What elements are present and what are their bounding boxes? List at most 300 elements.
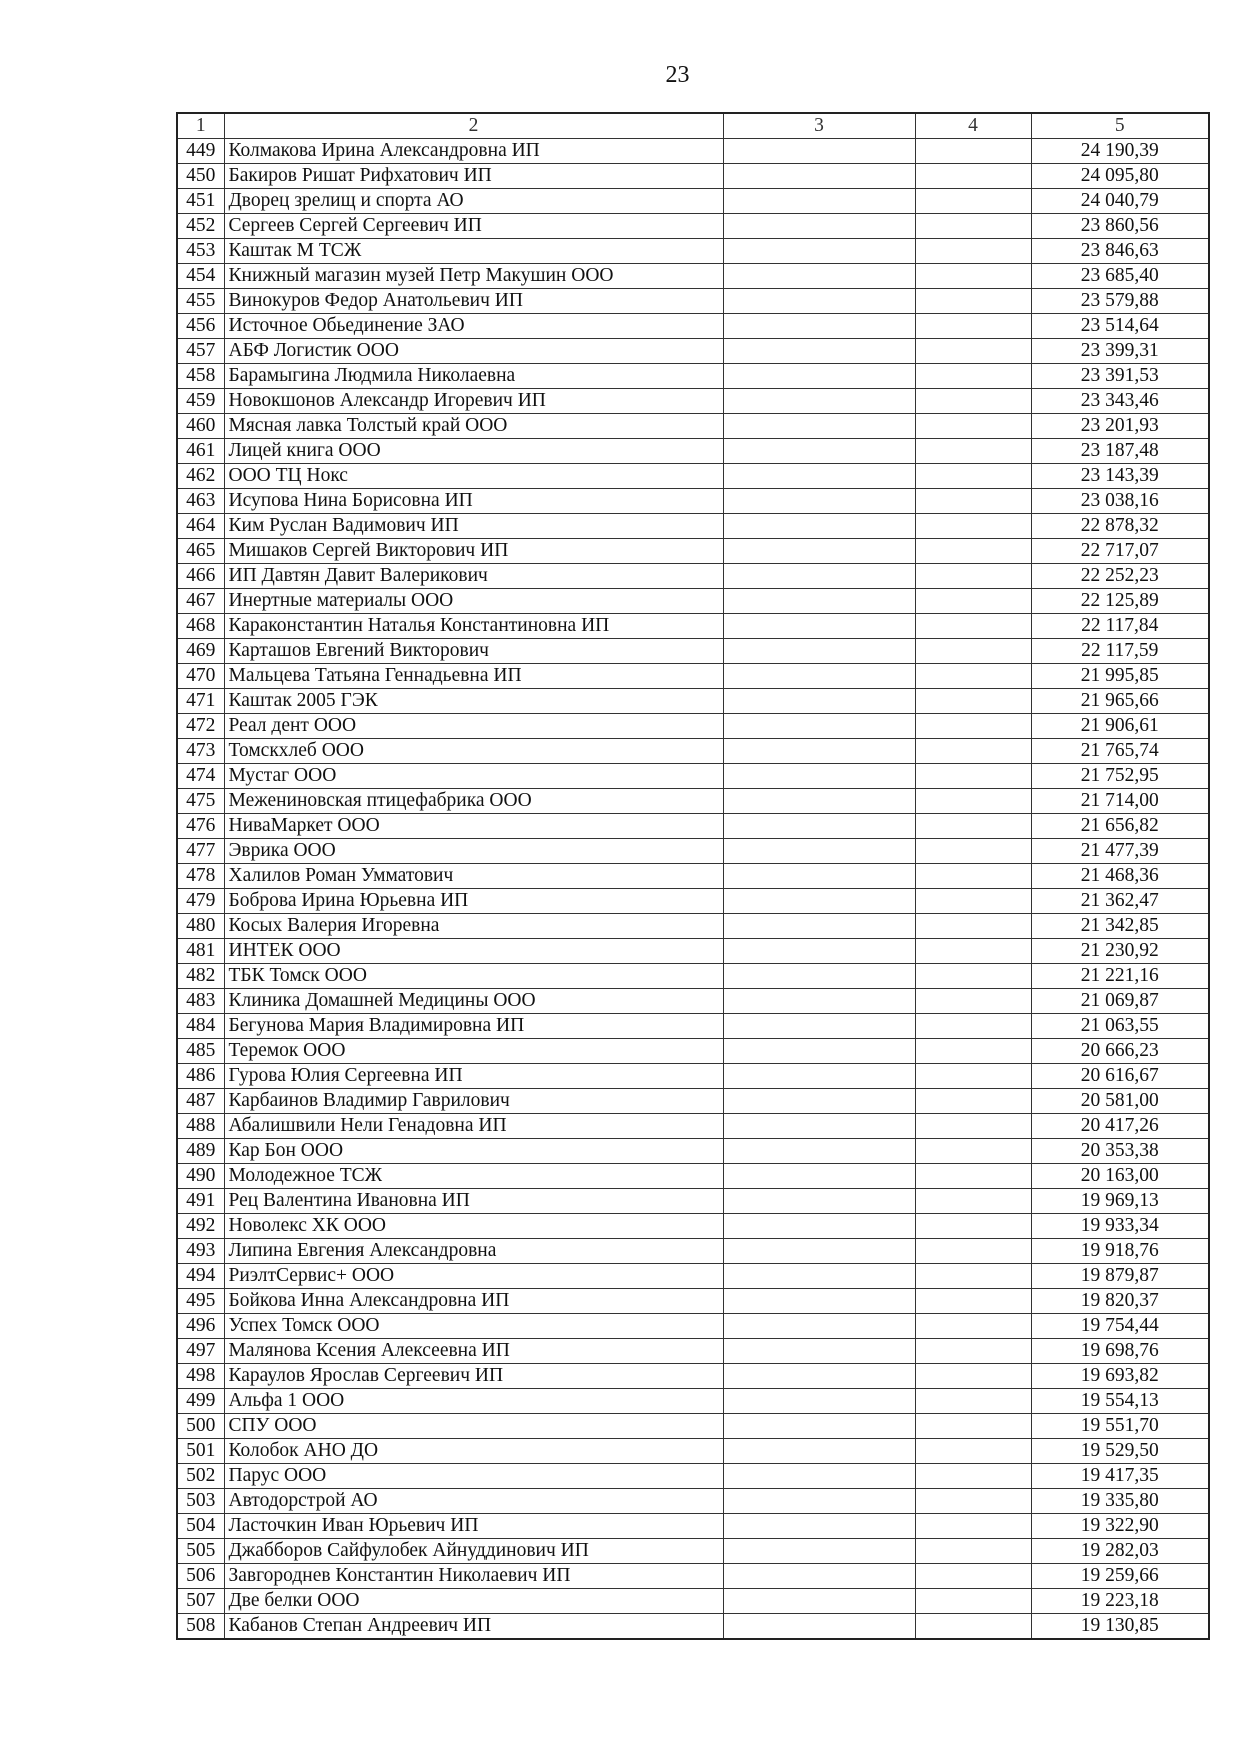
table-row bbox=[177, 664, 1209, 689]
row-number: 467 bbox=[177, 589, 224, 614]
row-amount: 21 714,00 bbox=[1031, 789, 1209, 814]
row-number: 462 bbox=[177, 464, 224, 489]
row-amount: 23 399,31 bbox=[1031, 339, 1209, 364]
row-amount: 20 666,23 bbox=[1031, 1039, 1209, 1064]
row-amount: 22 878,32 bbox=[1031, 514, 1209, 539]
table-row bbox=[177, 1514, 1209, 1539]
row-col4 bbox=[915, 989, 1031, 1014]
row-col4 bbox=[915, 589, 1031, 614]
row-name: Кабанов Степан Андреевич ИП bbox=[224, 1614, 723, 1640]
header-row bbox=[177, 113, 1209, 139]
row-number: 484 bbox=[177, 1014, 224, 1039]
row-col3 bbox=[723, 339, 915, 364]
row-name: Колобок АНО ДО bbox=[224, 1439, 723, 1464]
row-number: 487 bbox=[177, 1089, 224, 1114]
row-amount: 24 040,79 bbox=[1031, 189, 1209, 214]
row-name: Колмакова Ирина Александровна ИП bbox=[224, 139, 723, 164]
table-row bbox=[177, 314, 1209, 339]
row-col3 bbox=[723, 264, 915, 289]
row-number: 472 bbox=[177, 714, 224, 739]
row-col3 bbox=[723, 414, 915, 439]
row-col4 bbox=[915, 314, 1031, 339]
row-col4 bbox=[915, 289, 1031, 314]
table-row bbox=[177, 1614, 1209, 1640]
row-number: 466 bbox=[177, 564, 224, 589]
table-row bbox=[177, 789, 1209, 814]
row-name: Абалишвили Нели Генадовна ИП bbox=[224, 1114, 723, 1139]
row-col4 bbox=[915, 1514, 1031, 1539]
column-header-3: 3 bbox=[723, 113, 915, 139]
row-amount: 24 095,80 bbox=[1031, 164, 1209, 189]
table-row bbox=[177, 439, 1209, 464]
row-number: 459 bbox=[177, 389, 224, 414]
row-col4 bbox=[915, 1439, 1031, 1464]
row-name: ИНТЕК ООО bbox=[224, 939, 723, 964]
row-col4 bbox=[915, 139, 1031, 164]
row-col4 bbox=[915, 1039, 1031, 1064]
row-name: Каштак М ТСЖ bbox=[224, 239, 723, 264]
row-number: 455 bbox=[177, 289, 224, 314]
row-amount: 19 879,87 bbox=[1031, 1264, 1209, 1289]
row-amount: 19 933,34 bbox=[1031, 1214, 1209, 1239]
table-row bbox=[177, 214, 1209, 239]
row-name: Молодежное ТСЖ bbox=[224, 1164, 723, 1189]
row-col3 bbox=[723, 1564, 915, 1589]
row-amount: 19 754,44 bbox=[1031, 1314, 1209, 1339]
row-number: 474 bbox=[177, 764, 224, 789]
row-number: 456 bbox=[177, 314, 224, 339]
row-number: 502 bbox=[177, 1464, 224, 1489]
row-amount: 20 616,67 bbox=[1031, 1064, 1209, 1089]
row-name: Межениновская птицефабрика ООО bbox=[224, 789, 723, 814]
row-amount: 21 230,92 bbox=[1031, 939, 1209, 964]
row-col4 bbox=[915, 214, 1031, 239]
row-col3 bbox=[723, 814, 915, 839]
row-amount: 23 201,93 bbox=[1031, 414, 1209, 439]
row-number: 483 bbox=[177, 989, 224, 1014]
row-col4 bbox=[915, 839, 1031, 864]
row-name: НиваМаркет ООО bbox=[224, 814, 723, 839]
row-col3 bbox=[723, 1614, 915, 1640]
row-amount: 21 965,66 bbox=[1031, 689, 1209, 714]
row-col3 bbox=[723, 989, 915, 1014]
row-name: Каштак 2005 ГЭК bbox=[224, 689, 723, 714]
row-amount: 22 117,59 bbox=[1031, 639, 1209, 664]
row-col3 bbox=[723, 664, 915, 689]
row-col4 bbox=[915, 1339, 1031, 1364]
table-row bbox=[177, 639, 1209, 664]
row-amount: 21 765,74 bbox=[1031, 739, 1209, 764]
row-col3 bbox=[723, 1389, 915, 1414]
row-name: Карташов Евгений Викторович bbox=[224, 639, 723, 664]
row-number: 460 bbox=[177, 414, 224, 439]
row-number: 453 bbox=[177, 239, 224, 264]
row-col3 bbox=[723, 914, 915, 939]
column-header-1: 1 bbox=[177, 113, 224, 139]
table-row bbox=[177, 1139, 1209, 1164]
table-row bbox=[177, 839, 1209, 864]
column-header-5: 5 bbox=[1031, 113, 1209, 139]
row-amount: 23 685,40 bbox=[1031, 264, 1209, 289]
row-col4 bbox=[915, 339, 1031, 364]
row-name: Бойкова Инна Александровна ИП bbox=[224, 1289, 723, 1314]
row-number: 497 bbox=[177, 1339, 224, 1364]
row-col3 bbox=[723, 1489, 915, 1514]
row-col3 bbox=[723, 1589, 915, 1614]
row-col4 bbox=[915, 439, 1031, 464]
row-col3 bbox=[723, 1164, 915, 1189]
row-col3 bbox=[723, 1014, 915, 1039]
row-col4 bbox=[915, 514, 1031, 539]
page-number: 23 bbox=[665, 62, 690, 88]
row-number: 505 bbox=[177, 1539, 224, 1564]
row-col3 bbox=[723, 889, 915, 914]
row-amount: 22 117,84 bbox=[1031, 614, 1209, 639]
row-col3 bbox=[723, 1189, 915, 1214]
row-number: 506 bbox=[177, 1564, 224, 1589]
row-col4 bbox=[915, 464, 1031, 489]
row-col3 bbox=[723, 1039, 915, 1064]
table-row bbox=[177, 1339, 1209, 1364]
row-name: Источное Обьединение ЗАО bbox=[224, 314, 723, 339]
row-name: Караулов Ярослав Сергеевич ИП bbox=[224, 1364, 723, 1389]
row-col3 bbox=[723, 1464, 915, 1489]
row-name: Джабборов Сайфулобек Айнуддинович ИП bbox=[224, 1539, 723, 1564]
row-name: Косых Валерия Игоревна bbox=[224, 914, 723, 939]
row-name: Инертные материалы ООО bbox=[224, 589, 723, 614]
row-col4 bbox=[915, 914, 1031, 939]
row-amount: 21 468,36 bbox=[1031, 864, 1209, 889]
row-col3 bbox=[723, 939, 915, 964]
row-col4 bbox=[915, 814, 1031, 839]
table-row bbox=[177, 1214, 1209, 1239]
row-amount: 21 362,47 bbox=[1031, 889, 1209, 914]
row-col3 bbox=[723, 589, 915, 614]
row-number: 461 bbox=[177, 439, 224, 464]
row-col4 bbox=[915, 739, 1031, 764]
row-col3 bbox=[723, 539, 915, 564]
row-col3 bbox=[723, 839, 915, 864]
row-number: 469 bbox=[177, 639, 224, 664]
row-col3 bbox=[723, 1264, 915, 1289]
row-amount: 23 846,63 bbox=[1031, 239, 1209, 264]
row-col3 bbox=[723, 1414, 915, 1439]
row-name: Дворец зрелищ и спорта АО bbox=[224, 189, 723, 214]
row-col4 bbox=[915, 789, 1031, 814]
row-col4 bbox=[915, 414, 1031, 439]
row-amount: 23 143,39 bbox=[1031, 464, 1209, 489]
row-amount: 21 656,82 bbox=[1031, 814, 1209, 839]
row-name: Автодорстрой АО bbox=[224, 1489, 723, 1514]
row-col3 bbox=[723, 1514, 915, 1539]
table-row bbox=[177, 1264, 1209, 1289]
row-amount: 19 529,50 bbox=[1031, 1439, 1209, 1464]
column-header-2: 2 bbox=[224, 113, 723, 139]
table-row bbox=[177, 339, 1209, 364]
row-number: 477 bbox=[177, 839, 224, 864]
row-col3 bbox=[723, 439, 915, 464]
row-amount: 22 252,23 bbox=[1031, 564, 1209, 589]
row-number: 507 bbox=[177, 1589, 224, 1614]
row-amount: 21 906,61 bbox=[1031, 714, 1209, 739]
row-col4 bbox=[915, 1064, 1031, 1089]
table-row bbox=[177, 289, 1209, 314]
row-col3 bbox=[723, 639, 915, 664]
row-number: 454 bbox=[177, 264, 224, 289]
row-number: 463 bbox=[177, 489, 224, 514]
row-name: Липина Евгения Александровна bbox=[224, 1239, 723, 1264]
table-row bbox=[177, 139, 1209, 164]
row-col4 bbox=[915, 714, 1031, 739]
row-number: 468 bbox=[177, 614, 224, 639]
row-amount: 20 163,00 bbox=[1031, 1164, 1209, 1189]
row-col4 bbox=[915, 614, 1031, 639]
row-name: Мальцева Татьяна Геннадьевна ИП bbox=[224, 664, 723, 689]
row-col3 bbox=[723, 1089, 915, 1114]
row-amount: 22 717,07 bbox=[1031, 539, 1209, 564]
row-col4 bbox=[915, 1189, 1031, 1214]
table-row bbox=[177, 1439, 1209, 1464]
table-row bbox=[177, 489, 1209, 514]
row-number: 452 bbox=[177, 214, 224, 239]
table-row bbox=[177, 414, 1209, 439]
table-row bbox=[177, 864, 1209, 889]
table-row bbox=[177, 689, 1209, 714]
row-col3 bbox=[723, 489, 915, 514]
row-col4 bbox=[915, 564, 1031, 589]
row-number: 508 bbox=[177, 1614, 224, 1640]
row-amount: 19 259,66 bbox=[1031, 1564, 1209, 1589]
row-col4 bbox=[915, 889, 1031, 914]
row-amount: 21 477,39 bbox=[1031, 839, 1209, 864]
table-row bbox=[177, 889, 1209, 914]
row-number: 480 bbox=[177, 914, 224, 939]
table-row bbox=[177, 914, 1209, 939]
row-name: Мустаг ООО bbox=[224, 764, 723, 789]
row-name: СПУ ООО bbox=[224, 1414, 723, 1439]
row-name: Клиника Домашней Медицины ООО bbox=[224, 989, 723, 1014]
row-col3 bbox=[723, 864, 915, 889]
table-row bbox=[177, 164, 1209, 189]
row-amount: 19 554,13 bbox=[1031, 1389, 1209, 1414]
row-number: 490 bbox=[177, 1164, 224, 1189]
row-col3 bbox=[723, 564, 915, 589]
row-col3 bbox=[723, 1439, 915, 1464]
row-col3 bbox=[723, 1214, 915, 1239]
row-col4 bbox=[915, 1139, 1031, 1164]
row-col4 bbox=[915, 1614, 1031, 1640]
row-number: 503 bbox=[177, 1489, 224, 1514]
row-name: Две белки ООО bbox=[224, 1589, 723, 1614]
row-amount: 21 752,95 bbox=[1031, 764, 1209, 789]
row-amount: 23 514,64 bbox=[1031, 314, 1209, 339]
row-col3 bbox=[723, 764, 915, 789]
row-col4 bbox=[915, 189, 1031, 214]
row-col3 bbox=[723, 389, 915, 414]
row-name: Лицей книга ООО bbox=[224, 439, 723, 464]
row-amount: 19 335,80 bbox=[1031, 1489, 1209, 1514]
row-amount: 19 969,13 bbox=[1031, 1189, 1209, 1214]
row-amount: 19 820,37 bbox=[1031, 1289, 1209, 1314]
row-number: 482 bbox=[177, 964, 224, 989]
row-number: 500 bbox=[177, 1414, 224, 1439]
row-amount: 24 190,39 bbox=[1031, 139, 1209, 164]
row-amount: 23 038,16 bbox=[1031, 489, 1209, 514]
table-row bbox=[177, 189, 1209, 214]
row-name: Ласточкин Иван Юрьевич ИП bbox=[224, 1514, 723, 1539]
row-number: 473 bbox=[177, 739, 224, 764]
row-col4 bbox=[915, 264, 1031, 289]
row-col4 bbox=[915, 1389, 1031, 1414]
row-col4 bbox=[915, 964, 1031, 989]
table-body bbox=[177, 139, 1209, 1640]
table-row bbox=[177, 1564, 1209, 1589]
row-number: 449 bbox=[177, 139, 224, 164]
row-amount: 19 223,18 bbox=[1031, 1589, 1209, 1614]
row-col3 bbox=[723, 164, 915, 189]
row-number: 476 bbox=[177, 814, 224, 839]
row-col3 bbox=[723, 1289, 915, 1314]
row-number: 493 bbox=[177, 1239, 224, 1264]
table-row bbox=[177, 1414, 1209, 1439]
row-col4 bbox=[915, 689, 1031, 714]
row-amount: 20 353,38 bbox=[1031, 1139, 1209, 1164]
table-row bbox=[177, 1389, 1209, 1414]
row-col4 bbox=[915, 1589, 1031, 1614]
table-row bbox=[177, 564, 1209, 589]
row-col3 bbox=[723, 314, 915, 339]
table-row bbox=[177, 1239, 1209, 1264]
row-amount: 20 581,00 bbox=[1031, 1089, 1209, 1114]
table-row bbox=[177, 589, 1209, 614]
row-amount: 23 860,56 bbox=[1031, 214, 1209, 239]
row-number: 475 bbox=[177, 789, 224, 814]
row-number: 489 bbox=[177, 1139, 224, 1164]
row-name: Парус ООО bbox=[224, 1464, 723, 1489]
table-row bbox=[177, 939, 1209, 964]
row-name: РиэлтСервис+ ООО bbox=[224, 1264, 723, 1289]
table-row bbox=[177, 389, 1209, 414]
row-col3 bbox=[723, 1239, 915, 1264]
row-number: 465 bbox=[177, 539, 224, 564]
table-row bbox=[177, 364, 1209, 389]
table-row bbox=[177, 239, 1209, 264]
data-table bbox=[176, 112, 1210, 1640]
row-col3 bbox=[723, 964, 915, 989]
row-col3 bbox=[723, 689, 915, 714]
row-col3 bbox=[723, 1314, 915, 1339]
row-number: 501 bbox=[177, 1439, 224, 1464]
table-row bbox=[177, 1089, 1209, 1114]
row-name: Карбаинов Владимир Гаврилович bbox=[224, 1089, 723, 1114]
table-row bbox=[177, 1539, 1209, 1564]
row-name: Исупова Нина Борисовна ИП bbox=[224, 489, 723, 514]
row-name: ООО ТЦ Нокс bbox=[224, 464, 723, 489]
row-name: Ким Руслан Вадимович ИП bbox=[224, 514, 723, 539]
row-col4 bbox=[915, 764, 1031, 789]
row-name: Успех Томск ООО bbox=[224, 1314, 723, 1339]
row-amount: 19 551,70 bbox=[1031, 1414, 1209, 1439]
table-row bbox=[177, 539, 1209, 564]
row-number: 450 bbox=[177, 164, 224, 189]
row-name: Рец Валентина Ивановна ИП bbox=[224, 1189, 723, 1214]
table-row bbox=[177, 464, 1209, 489]
row-amount: 23 187,48 bbox=[1031, 439, 1209, 464]
row-col4 bbox=[915, 1089, 1031, 1114]
table-row bbox=[177, 264, 1209, 289]
row-col4 bbox=[915, 539, 1031, 564]
row-col3 bbox=[723, 139, 915, 164]
row-col4 bbox=[915, 1264, 1031, 1289]
row-col4 bbox=[915, 1114, 1031, 1139]
row-col3 bbox=[723, 714, 915, 739]
row-col3 bbox=[723, 739, 915, 764]
row-name: Кар Бон ООО bbox=[224, 1139, 723, 1164]
row-col4 bbox=[915, 664, 1031, 689]
row-number: 464 bbox=[177, 514, 224, 539]
row-col4 bbox=[915, 1464, 1031, 1489]
row-name: Караконстантин Наталья Константиновна ИП bbox=[224, 614, 723, 639]
row-number: 470 bbox=[177, 664, 224, 689]
row-amount: 21 342,85 bbox=[1031, 914, 1209, 939]
row-amount: 19 918,76 bbox=[1031, 1239, 1209, 1264]
row-amount: 19 130,85 bbox=[1031, 1614, 1209, 1640]
row-number: 491 bbox=[177, 1189, 224, 1214]
row-name: Барамыгина Людмила Николаевна bbox=[224, 364, 723, 389]
row-name: Бакиров Ришат Рифхатович ИП bbox=[224, 164, 723, 189]
row-name: ИП Давтян Давит Валерикович bbox=[224, 564, 723, 589]
row-name: Боброва Ирина Юрьевна ИП bbox=[224, 889, 723, 914]
row-col3 bbox=[723, 789, 915, 814]
row-col4 bbox=[915, 1289, 1031, 1314]
row-name: Винокуров Федор Анатольевич ИП bbox=[224, 289, 723, 314]
row-col3 bbox=[723, 1364, 915, 1389]
row-name: Мясная лавка Толстый край ООО bbox=[224, 414, 723, 439]
row-amount: 19 322,90 bbox=[1031, 1514, 1209, 1539]
table-row bbox=[177, 714, 1209, 739]
row-col4 bbox=[915, 1564, 1031, 1589]
row-amount: 20 417,26 bbox=[1031, 1114, 1209, 1139]
row-col3 bbox=[723, 1539, 915, 1564]
row-amount: 21 069,87 bbox=[1031, 989, 1209, 1014]
row-name: Альфа 1 ООО bbox=[224, 1389, 723, 1414]
table-row bbox=[177, 764, 1209, 789]
row-number: 471 bbox=[177, 689, 224, 714]
row-col3 bbox=[723, 239, 915, 264]
row-number: 478 bbox=[177, 864, 224, 889]
table-row bbox=[177, 1589, 1209, 1614]
row-number: 492 bbox=[177, 1214, 224, 1239]
row-col3 bbox=[723, 214, 915, 239]
row-col4 bbox=[915, 864, 1031, 889]
row-amount: 19 698,76 bbox=[1031, 1339, 1209, 1364]
table-row bbox=[177, 1164, 1209, 1189]
table-row bbox=[177, 739, 1209, 764]
row-number: 481 bbox=[177, 939, 224, 964]
row-col4 bbox=[915, 1164, 1031, 1189]
row-number: 479 bbox=[177, 889, 224, 914]
table-row bbox=[177, 1489, 1209, 1514]
row-number: 499 bbox=[177, 1389, 224, 1414]
row-col4 bbox=[915, 1539, 1031, 1564]
row-col3 bbox=[723, 1339, 915, 1364]
row-col4 bbox=[915, 364, 1031, 389]
row-col4 bbox=[915, 164, 1031, 189]
row-name: Бегунова Мария Владимировна ИП bbox=[224, 1014, 723, 1039]
row-col4 bbox=[915, 1214, 1031, 1239]
row-number: 504 bbox=[177, 1514, 224, 1539]
row-col4 bbox=[915, 1314, 1031, 1339]
